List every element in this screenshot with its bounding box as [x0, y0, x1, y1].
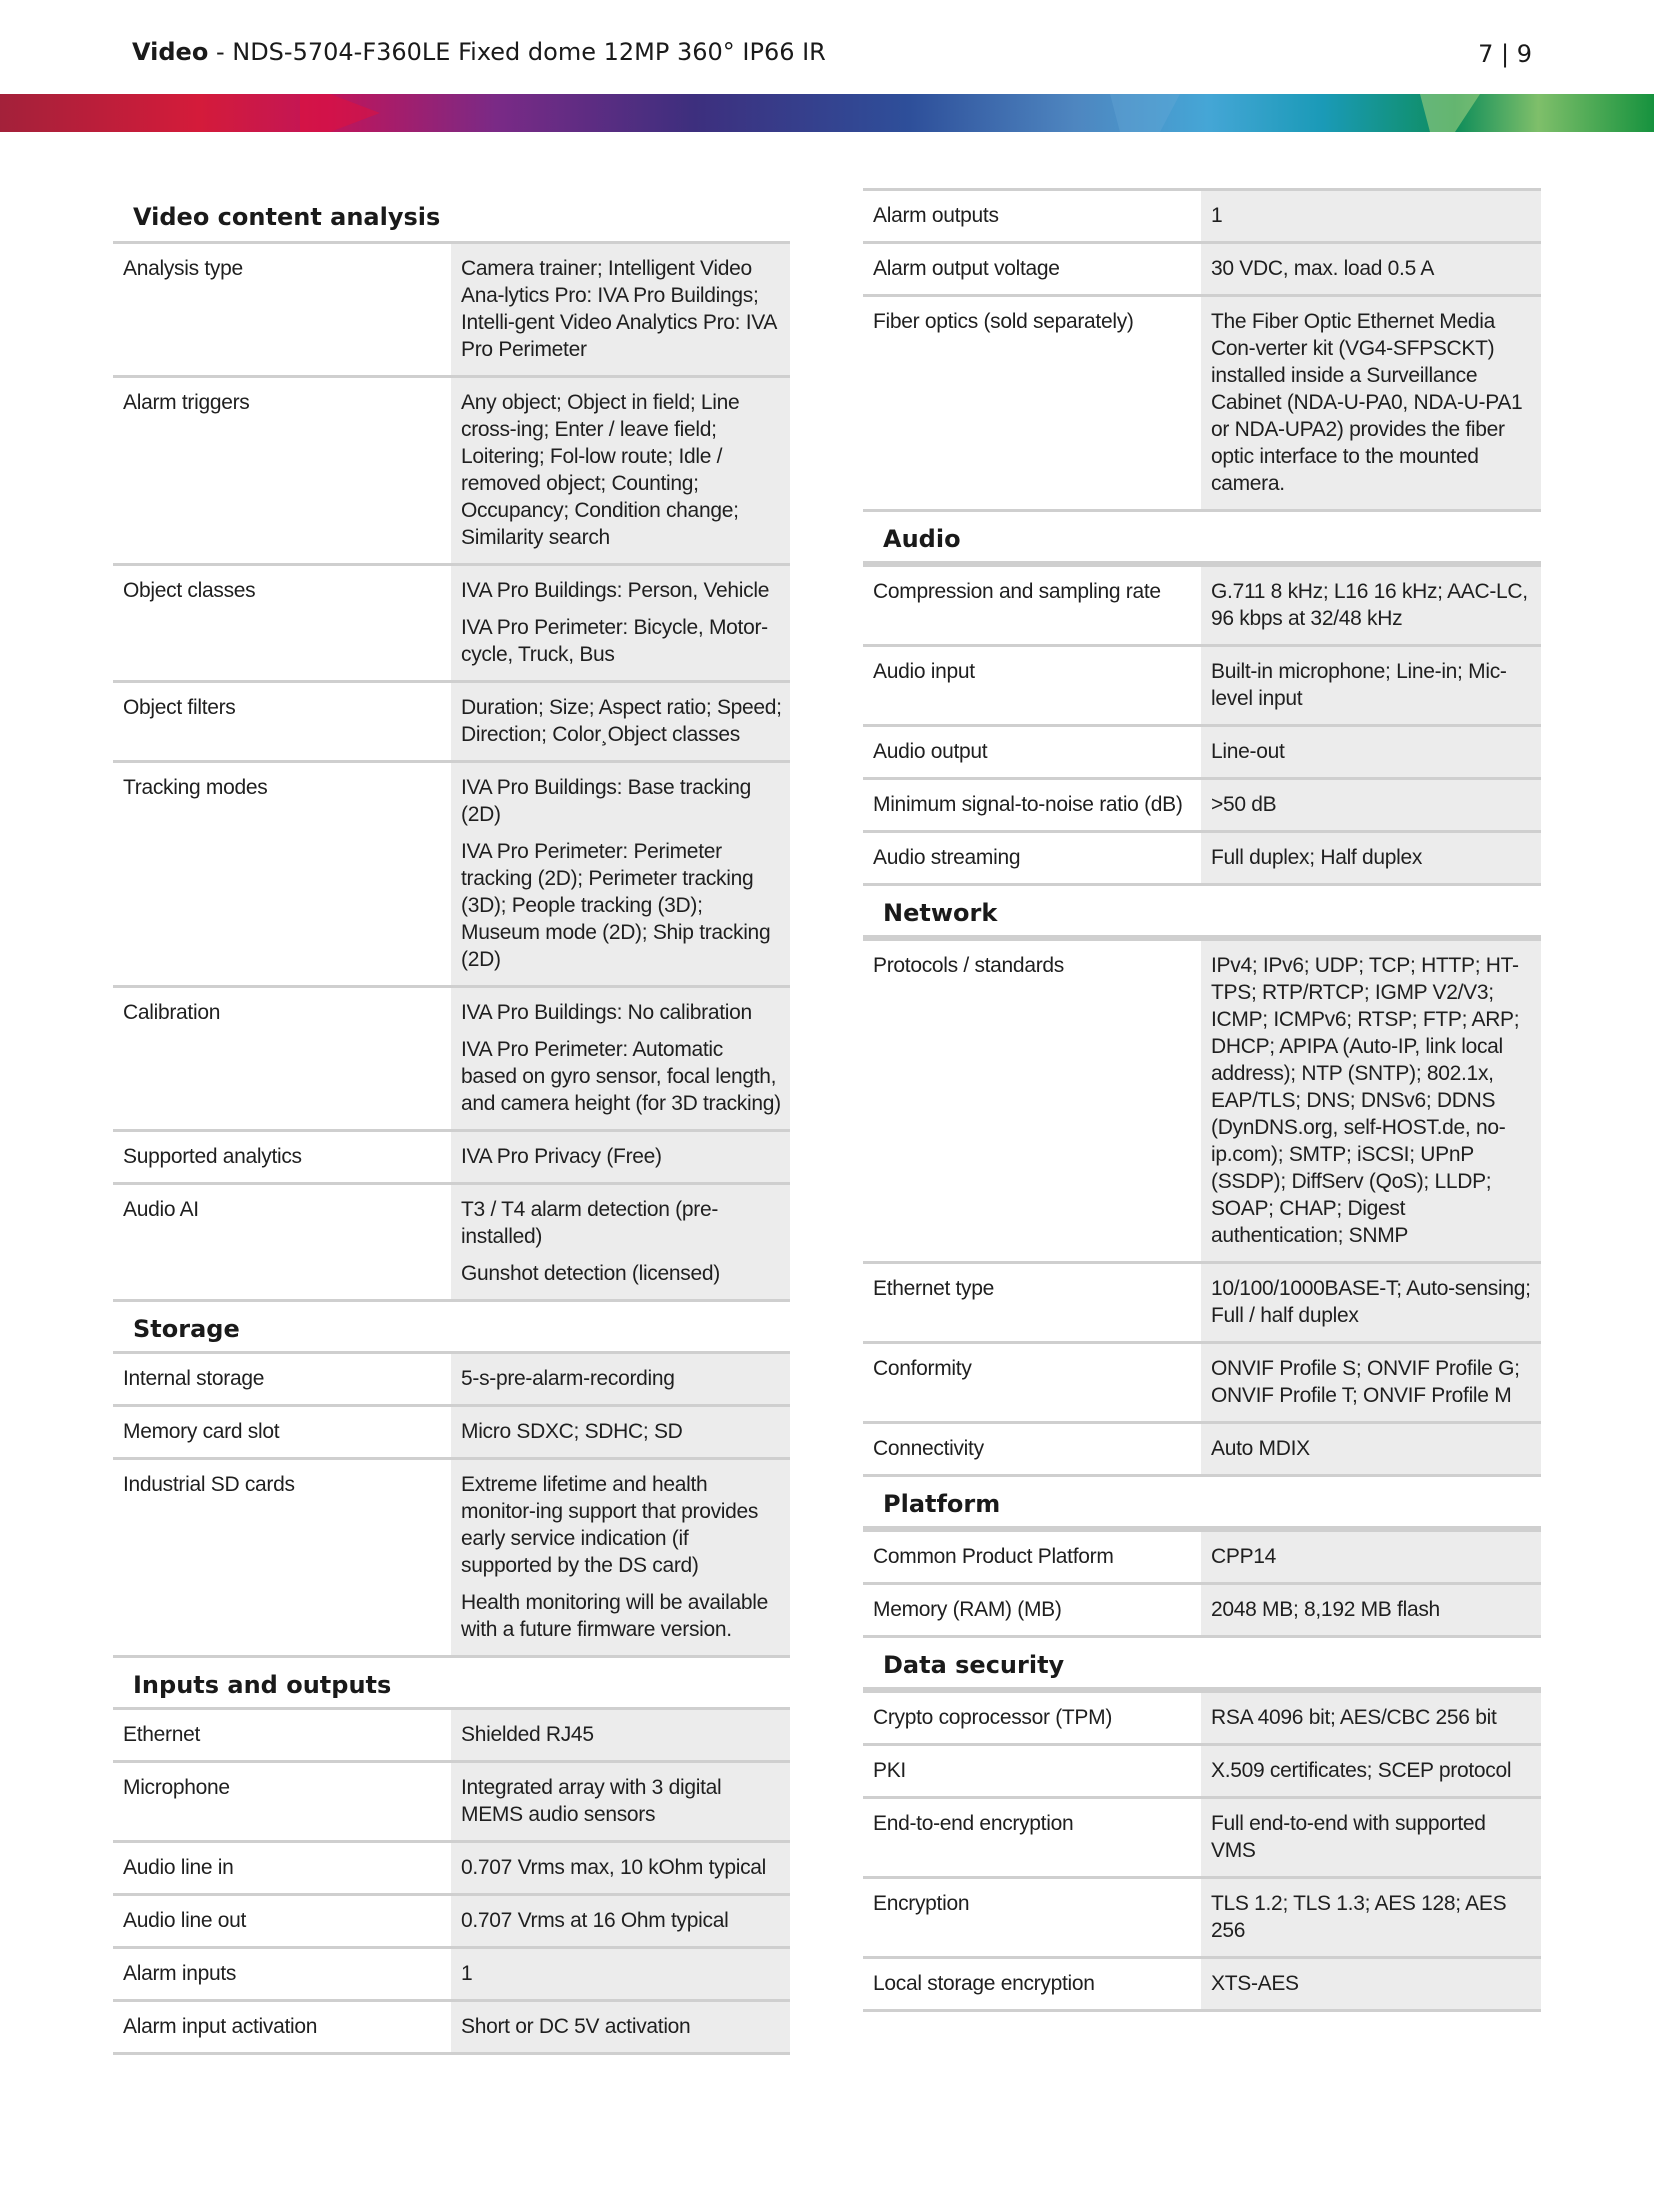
spec-value-paragraph: 1 — [461, 1962, 473, 1985]
spec-value — [1201, 1799, 1541, 1876]
spec-row — [113, 1763, 790, 1843]
spec-value — [451, 244, 790, 375]
spec-label: Connectivity — [863, 1424, 1201, 1474]
spec-value-paragraph: IVA Pro Privacy (Free) — [461, 1145, 662, 1168]
spec-value-paragraph: ONVIF Profile S; ONVIF Profile G; ONVIF Profile T; ONVIF Profile M — [1211, 1357, 1520, 1407]
section-heading-platform: Platform — [863, 1477, 1541, 1529]
spec-row — [863, 1264, 1541, 1344]
page-number: 7 | 9 — [1478, 40, 1532, 68]
spec-value-paragraph: IVA Pro Perimeter: Bicycle, Motor-cycle, Truck, Bus — [461, 616, 768, 666]
spec-value — [1201, 1424, 1541, 1474]
spec-value — [1201, 780, 1541, 830]
spec-value — [1201, 1532, 1541, 1582]
spec-row — [113, 378, 790, 566]
spec-row — [113, 1185, 790, 1302]
spec-value — [451, 1185, 790, 1299]
spec-label: Audio input — [863, 647, 1201, 724]
network-table — [863, 938, 1541, 1477]
spec-row — [863, 1879, 1541, 1959]
io-continued-table — [863, 188, 1541, 512]
spec-value — [451, 1132, 790, 1182]
spec-value-paragraph: Health monitoring will be available with a future firmware version. — [461, 1591, 769, 1641]
spec-value-paragraph: IVA Pro Perimeter: Automatic based on gyro sensor, focal length, and camera height (for 3D tracking) — [461, 1038, 781, 1115]
spec-label: Fiber optics (sold separately) — [863, 297, 1201, 509]
audio-table — [863, 564, 1541, 886]
spec-label: Calibration — [113, 988, 451, 1129]
spec-label: Common Product Platform — [863, 1532, 1201, 1582]
spec-row — [863, 1746, 1541, 1799]
spec-value — [1201, 941, 1541, 1261]
spec-value-paragraph: 30 VDC, max. load 0.5 A — [1211, 257, 1435, 280]
spec-label: Alarm outputs — [863, 191, 1201, 241]
spec-label: Object filters — [113, 683, 451, 760]
section-heading-security: Data security — [863, 1638, 1541, 1690]
spec-value-paragraph: Gunshot detection (licensed) — [461, 1262, 720, 1285]
spec-value — [451, 1763, 790, 1840]
section-heading-audio: Audio — [863, 512, 1541, 564]
spec-value-paragraph: CPP14 — [1211, 1545, 1277, 1568]
spec-value-paragraph: Shielded RJ45 — [461, 1723, 594, 1746]
spec-value-paragraph: Auto MDIX — [1211, 1437, 1310, 1460]
spec-value — [451, 1354, 790, 1404]
brand-color-bar — [0, 94, 1654, 132]
spec-value — [1201, 1879, 1541, 1956]
spec-row — [863, 244, 1541, 297]
spec-row — [113, 1460, 790, 1658]
spec-value — [1201, 297, 1541, 509]
spec-value-paragraph: IPv4; IPv6; UDP; TCP; HTTP; HT-TPS; RTP/RTCP; IGMP V2/V3; ICMP; ICMPv6; RTSP; FTP; ARP; DHCP; APIPA (Auto-IP, link local address); NTP (SNTP); 802.1x, EAP/TLS; DNS; DNSv6; DDNS (DynDNS.org, self-HOST.de, no-ip.com); SMTP; iSCSI; UPnP (SSDP); DiffServ (QoS); LLDP; SOAP; CHAP; Digest authentication; SNMP — [1211, 954, 1520, 1247]
spec-value-paragraph: IVA Pro Buildings: No calibration — [461, 1001, 752, 1024]
spec-value-paragraph: TLS 1.2; TLS 1.3; AES 128; AES 256 — [1211, 1892, 1507, 1942]
spec-label: Alarm triggers — [113, 378, 451, 563]
spec-value — [1201, 647, 1541, 724]
spec-label: Audio streaming — [863, 833, 1201, 883]
spec-row — [863, 1690, 1541, 1746]
spec-label: Audio output — [863, 727, 1201, 777]
spec-row — [863, 1424, 1541, 1477]
spec-label: Internal storage — [113, 1354, 451, 1404]
spec-label: Protocols / standards — [863, 941, 1201, 1261]
section-heading-storage: Storage — [113, 1302, 790, 1354]
spec-row — [113, 566, 790, 683]
platform-table — [863, 1529, 1541, 1638]
spec-label: Memory (RAM) (MB) — [863, 1585, 1201, 1635]
spec-value — [1201, 191, 1541, 241]
spec-row — [113, 1132, 790, 1185]
spec-value-paragraph: Full end-to-end with supported VMS — [1211, 1812, 1486, 1862]
spec-value — [451, 1949, 790, 1999]
spec-value — [451, 566, 790, 680]
vca-table — [113, 244, 790, 1302]
spec-value-paragraph: Extreme lifetime and health monitor-ing support that provides early service indication (if supported by the DS card) — [461, 1473, 759, 1577]
spec-row — [113, 1896, 790, 1949]
spec-label: Compression and sampling rate — [863, 567, 1201, 644]
spec-row — [863, 1344, 1541, 1424]
spec-label: Encryption — [863, 1879, 1201, 1956]
spec-value-paragraph: Short or DC 5V activation — [461, 2015, 691, 2038]
storage-table — [113, 1354, 790, 1658]
spec-label: Minimum signal-to-noise ratio (dB) — [863, 780, 1201, 830]
title-product: - NDS-5704-F360LE Fixed dome 12MP 360° IP66 IR — [208, 38, 826, 66]
io-table — [113, 1710, 790, 2055]
page-header — [132, 38, 1532, 78]
spec-value-paragraph: 5-s-pre-alarm-recording — [461, 1367, 675, 1390]
spec-label: Ethernet type — [863, 1264, 1201, 1341]
spec-label: Local storage encryption — [863, 1959, 1201, 2009]
spec-value — [451, 763, 790, 985]
spec-label: Crypto coprocessor (TPM) — [863, 1693, 1201, 1743]
section-heading-network: Network — [863, 886, 1541, 938]
spec-label: Audio line out — [113, 1896, 451, 1946]
spec-value — [1201, 1746, 1541, 1796]
spec-label: PKI — [863, 1746, 1201, 1796]
spec-value-paragraph: Full duplex; Half duplex — [1211, 846, 1423, 869]
spec-value-paragraph: IVA Pro Buildings: Base tracking (2D) — [461, 776, 751, 826]
spec-row — [113, 1949, 790, 2002]
spec-row — [113, 1407, 790, 1460]
spec-label: Industrial SD cards — [113, 1460, 451, 1655]
spec-row — [113, 244, 790, 378]
spec-label: Alarm output voltage — [863, 244, 1201, 294]
spec-label: Audio line in — [113, 1843, 451, 1893]
security-table — [863, 1690, 1541, 2012]
spec-value — [451, 2002, 790, 2052]
spec-value — [451, 1710, 790, 1760]
spec-row — [113, 988, 790, 1132]
brand-color-bar-graphic — [0, 94, 1654, 132]
spec-row — [863, 1529, 1541, 1585]
spec-label: Conformity — [863, 1344, 1201, 1421]
spec-value-paragraph: 2048 MB; 8,192 MB flash — [1211, 1598, 1440, 1621]
spec-value — [451, 1460, 790, 1655]
spec-row — [863, 564, 1541, 647]
spec-value-paragraph: XTS-AES — [1211, 1972, 1299, 1995]
spec-label: Object classes — [113, 566, 451, 680]
spec-label: Supported analytics — [113, 1132, 451, 1182]
spec-value-paragraph: Built-in microphone; Line-in; Mic-level input — [1211, 660, 1507, 710]
spec-value — [1201, 1585, 1541, 1635]
spec-row — [863, 780, 1541, 833]
spec-value — [1201, 244, 1541, 294]
spec-row — [113, 683, 790, 763]
spec-label: End-to-end encryption — [863, 1799, 1201, 1876]
spec-row — [863, 727, 1541, 780]
section-heading-io: Inputs and outputs — [113, 1658, 790, 1710]
spec-value-paragraph: 10/100/1000BASE-T; Auto-sensing; Full / half duplex — [1211, 1277, 1531, 1327]
spec-row — [863, 297, 1541, 512]
spec-label: Memory card slot — [113, 1407, 451, 1457]
spec-value-paragraph: Duration; Size; Aspect ratio; Speed; Direction; Color¸Object classes — [461, 696, 782, 746]
spec-value-paragraph: 1 — [1211, 204, 1223, 227]
spec-value-paragraph: T3 / T4 alarm detection (pre-installed) — [461, 1198, 719, 1248]
spec-value-paragraph: X.509 certificates; SCEP protocol — [1211, 1759, 1512, 1782]
left-column — [113, 188, 790, 2055]
spec-label: Ethernet — [113, 1710, 451, 1760]
spec-label: Tracking modes — [113, 763, 451, 985]
spec-value-paragraph: Integrated array with 3 digital MEMS audio sensors — [461, 1776, 722, 1826]
right-column — [863, 188, 1541, 2012]
document-title — [132, 38, 826, 66]
spec-value — [451, 1896, 790, 1946]
spec-value — [1201, 567, 1541, 644]
spec-value-paragraph: IVA Pro Perimeter: Perimeter tracking (2D); Perimeter tracking (3D); People tracking (3D); Museum mode (2D); Ship tracking (2D) — [461, 840, 771, 971]
spec-value-paragraph: Any object; Object in field; Line cross-ing; Enter / leave field; Loitering; Fol-low route; Idle / removed object; Counting; Occupancy; Condition change; Similarity search — [461, 391, 740, 549]
spec-value — [451, 683, 790, 760]
spec-row — [863, 1585, 1541, 1638]
spec-row — [863, 938, 1541, 1264]
spec-value-paragraph: IVA Pro Buildings: Person, Vehicle — [461, 579, 770, 602]
spec-label: Audio AI — [113, 1185, 451, 1299]
spec-value — [1201, 1264, 1541, 1341]
spec-row — [863, 188, 1541, 244]
spec-value — [1201, 1693, 1541, 1743]
spec-value — [451, 378, 790, 563]
spec-value-paragraph: RSA 4096 bit; AES/CBC 256 bit — [1211, 1706, 1497, 1729]
spec-row — [863, 1799, 1541, 1879]
spec-value-paragraph: Micro SDXC; SDHC; SD — [461, 1420, 683, 1443]
spec-value — [1201, 1959, 1541, 2009]
spec-row — [863, 1959, 1541, 2012]
spec-label: Microphone — [113, 1763, 451, 1840]
spec-label: Alarm input activation — [113, 2002, 451, 2052]
spec-value-paragraph: 0.707 Vrms at 16 Ohm typical — [461, 1909, 729, 1932]
spec-value-paragraph: Camera trainer; Intelligent Video Ana-lytics Pro: IVA Pro Buildings; Intelli-gent Video Analytics Pro: IVA Pro Perimeter — [461, 257, 776, 361]
spec-value — [451, 1843, 790, 1893]
spec-row — [863, 647, 1541, 727]
spec-label: Analysis type — [113, 244, 451, 375]
spec-row — [113, 2002, 790, 2055]
spec-value-paragraph: The Fiber Optic Ethernet Media Con-verter kit (VG4-SFPSCKT) installed inside a Surveillance Cabinet (NDA-U-PA0, NDA-U-PA1 or NDA-UPA2) provides the fiber optic interface to the mounted camera. — [1211, 310, 1523, 495]
spec-value-paragraph: 0.707 Vrms max, 10 kOhm typical — [461, 1856, 767, 1879]
spec-value — [1201, 833, 1541, 883]
spec-value — [451, 988, 790, 1129]
spec-row — [863, 833, 1541, 886]
spec-value-paragraph: G.711 8 kHz; L16 16 kHz; AAC-LC, 96 kbps at 32/48 kHz — [1211, 580, 1528, 630]
spec-label: Alarm inputs — [113, 1949, 451, 1999]
spec-value-paragraph: >50 dB — [1211, 793, 1277, 816]
spec-row — [113, 1710, 790, 1763]
spec-row — [113, 763, 790, 988]
spec-value-paragraph: Line-out — [1211, 740, 1285, 763]
spec-value — [1201, 727, 1541, 777]
title-category: Video — [132, 38, 209, 66]
section-heading-vca: Video content analysis — [113, 188, 790, 244]
spec-value — [1201, 1344, 1541, 1421]
spec-value — [451, 1407, 790, 1457]
spec-row — [113, 1843, 790, 1896]
spec-row — [113, 1354, 790, 1407]
